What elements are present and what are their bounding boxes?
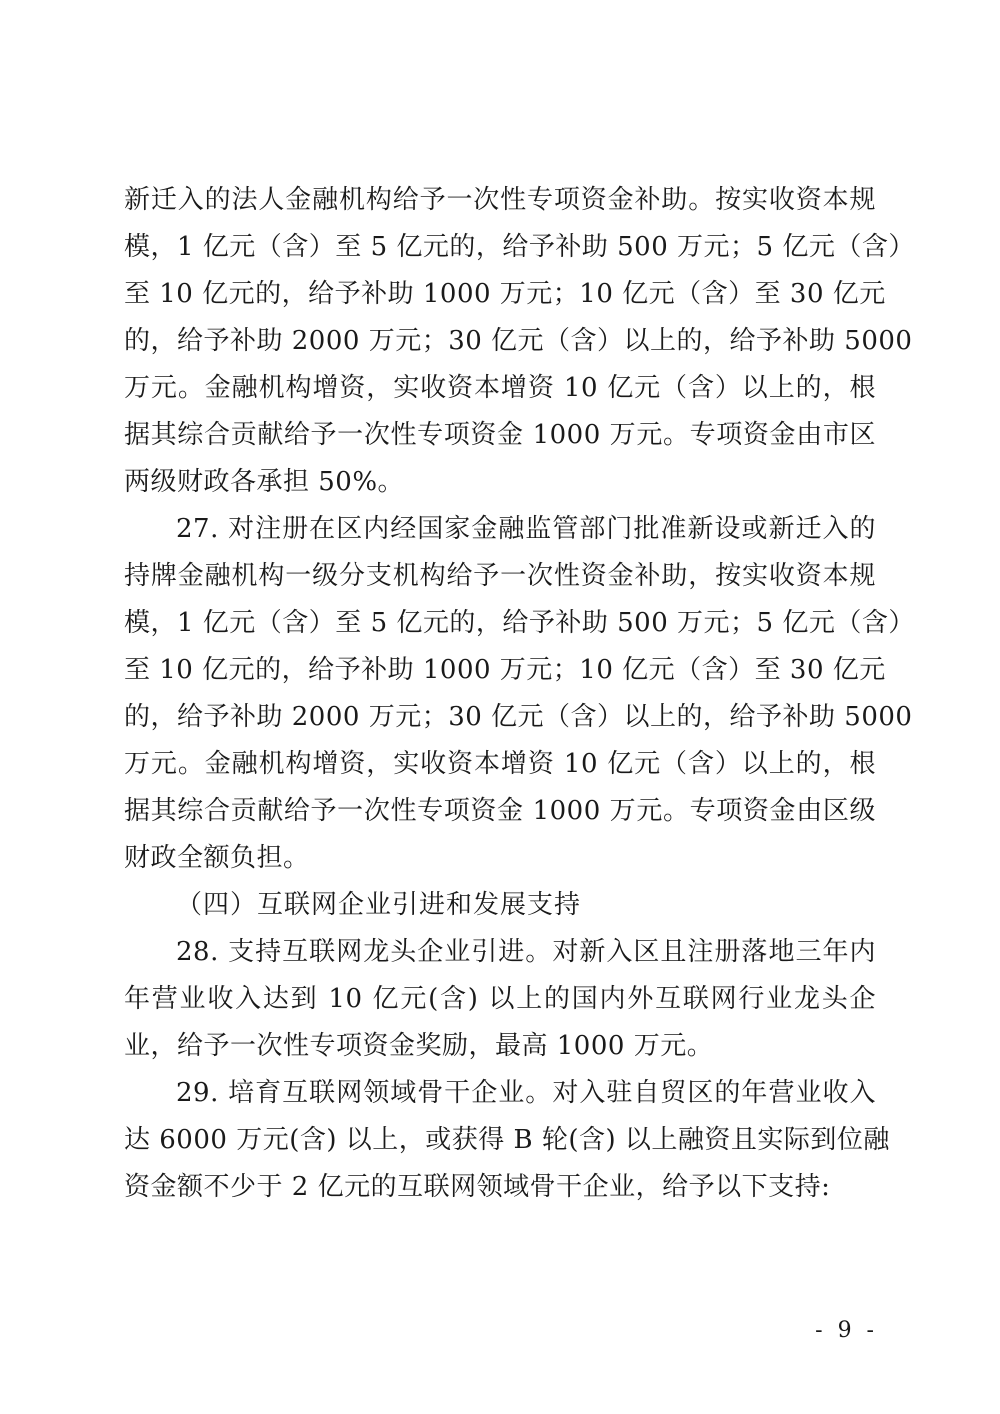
text-line: 据其综合贡献给予一次性专项资金 1000 万元。专项资金由区级 [124,796,876,826]
item-29-first-line: 29. 培育互联网领域骨干企业。对入驻自贸区的年营业收入 [176,1078,876,1108]
text-line: 的，给予补助 2000 万元；30 亿元（含）以上的，给予补助 5000 [124,702,913,732]
text-line: 持牌金融机构一级分支机构给予一次性资金补助，按实收资本规 [124,561,876,591]
text-line: 模，1 亿元（含）至 5 亿元的，给予补助 500 万元；5 亿元（含） [124,608,915,638]
text-line: 财政全额负担。 [124,843,310,873]
text-line: 年营业收入达到 10 亿元(含) 以上的国内外互联网行业龙头企 [124,984,876,1014]
text-line: 至 10 亿元的，给予补助 1000 万元；10 亿元（含）至 30 亿元 [124,655,886,685]
page-number: - 9 - [815,1318,878,1343]
item-28-first-line: 28. 支持互联网龙头企业引进。对新入区且注册落地三年内 [176,937,876,967]
text-line: 据其综合贡献给予一次性专项资金 1000 万元。专项资金由市区 [124,420,876,450]
text-line: 资金额不少于 2 亿元的互联网领域骨干企业，给予以下支持: [124,1172,831,1202]
section-heading: （四）互联网企业引进和发展支持 [176,890,582,920]
item-27-first-line: 27. 对注册在区内经国家金融监管部门批准新设或新迁入的 [176,514,876,544]
text-line: 模，1 亿元（含）至 5 亿元的，给予补助 500 万元；5 亿元（含） [124,232,915,262]
text-line: 达 6000 万元(含) 以上，或获得 B 轮(含) 以上融资且实际到位融 [124,1125,890,1155]
text-line: 万元。金融机构增资，实收资本增资 10 亿元（含）以上的，根 [124,749,876,779]
text-line: 业，给予一次性专项资金奖励，最高 1000 万元。 [124,1031,714,1061]
text-line: 的，给予补助 2000 万元；30 亿元（含）以上的，给予补助 5000 [124,326,913,356]
text-line: 万元。金融机构增资，实收资本增资 10 亿元（含）以上的，根 [124,373,876,403]
text-line: 新迁入的法人金融机构给予一次性专项资金补助。按实收资本规 [124,185,876,215]
text-line: 两级财政各承担 50%。 [124,467,405,497]
text-line: 至 10 亿元的，给予补助 1000 万元；10 亿元（含）至 30 亿元 [124,279,886,309]
